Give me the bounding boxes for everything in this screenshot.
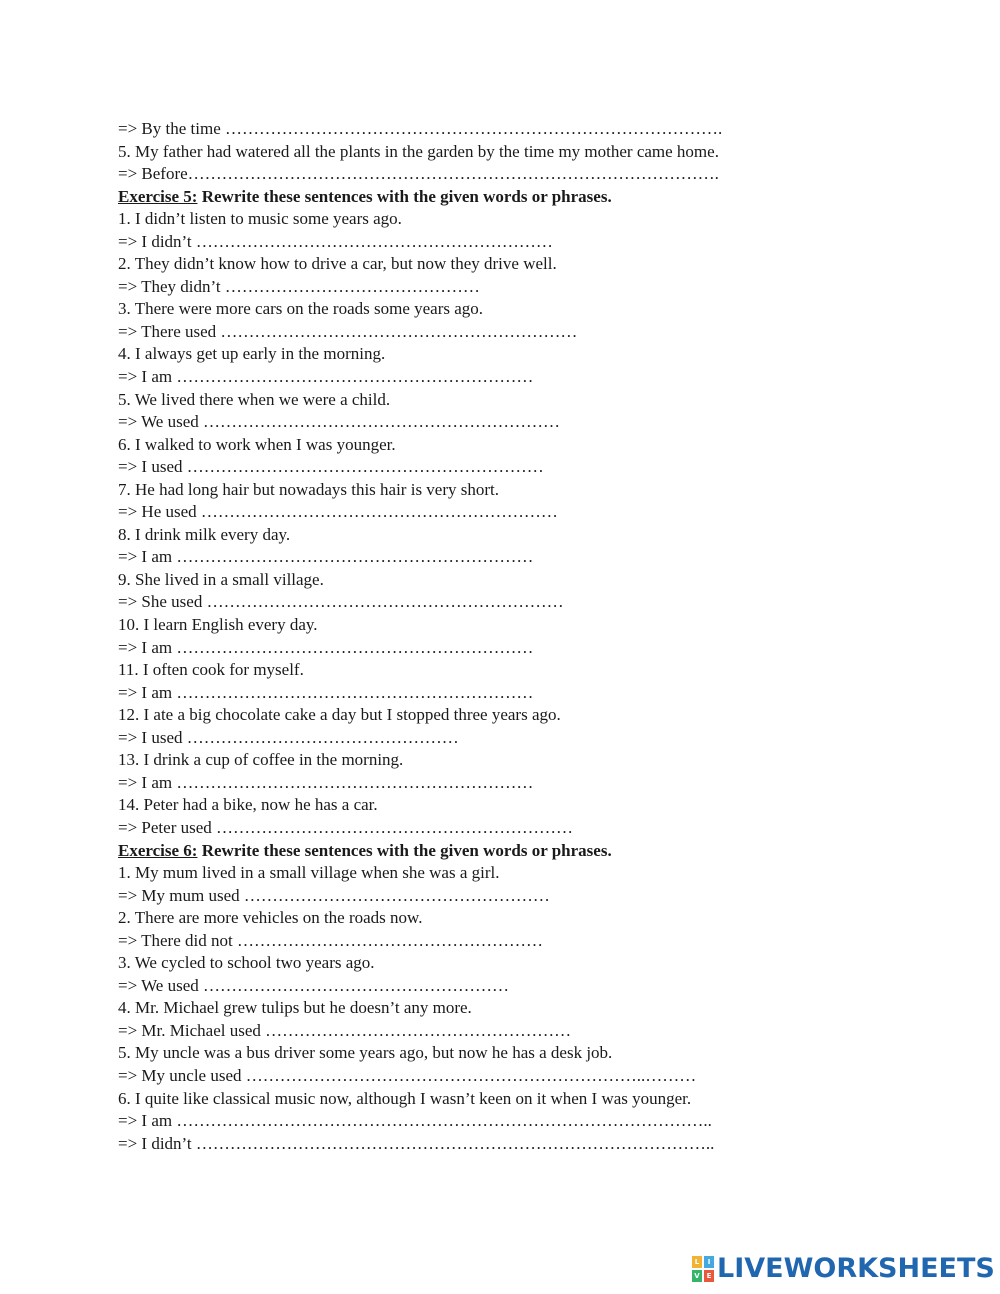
exercise-5-heading (118, 186, 838, 209)
question-line: 5. We lived there when we were a child. (118, 389, 391, 409)
mark-letter: V (692, 1270, 702, 1282)
answer-line[interactable]: => They didn’t ……………………………………… (118, 276, 480, 296)
question-line: 10. I learn English every day. (118, 615, 318, 635)
exercise-6-heading (118, 840, 838, 863)
question-line: 11. I often cook for myself. (118, 660, 304, 680)
question-line: 2. There are more vehicles on the roads now. (118, 908, 423, 928)
mark-letter: E (704, 1270, 714, 1282)
question-line: 3. There were more cars on the roads some years ago. (118, 299, 484, 319)
question-line: 14. Peter had a bike, now he has a car. (118, 795, 378, 815)
question-line: 4. Mr. Michael grew tulips but he doesn’t any more. (118, 998, 472, 1018)
answer-line[interactable]: => I am ………………………………………………………………………………….. (118, 1111, 712, 1131)
exercise-6-instruction: Rewrite these sentences with the given words or phrases. (197, 840, 612, 860)
question-line: 1. I didn’t listen to music some years ago. (118, 209, 402, 229)
liveworksheets-logo (692, 1254, 995, 1284)
question-line: 5. My father had watered all the plants in the garden by the time my mother came home. (118, 141, 719, 161)
answer-line[interactable]: => I used ………………………………………… (118, 727, 459, 747)
answer-line[interactable]: => I am ……………………………………………………… (118, 682, 534, 702)
answer-line[interactable]: => Mr. Michael used ……………………………………………… (118, 1020, 572, 1040)
question-line: 9. She lived in a small village. (118, 569, 324, 589)
answer-line-before[interactable]: => Before…………………………………………………………………………………. (118, 164, 719, 184)
answer-line-by-the-time[interactable]: => By the time ……………………………………………………………………………. (118, 119, 723, 138)
worksheet-page (118, 118, 838, 1155)
answer-line[interactable]: => My mum used ……………………………………………… (118, 885, 550, 905)
answer-line[interactable]: => He used ……………………………………………………… (118, 502, 558, 522)
liveworksheets-mark-icon (692, 1256, 714, 1282)
answer-line[interactable]: => There used ……………………………………………………… (118, 321, 578, 341)
question-line: 4. I always get up early in the morning. (118, 344, 386, 364)
brand-name: LIVEWORKSHEETS (717, 1253, 995, 1284)
answer-line[interactable]: => We used ……………………………………………………… (118, 412, 561, 432)
question-line: 1. My mum lived in a small village when she was a girl. (118, 863, 500, 883)
exercise-6-label: Exercise 6: (118, 840, 198, 860)
question-line: 7. He had long hair but nowadays this hair is very short. (118, 479, 500, 499)
exercise-5-label: Exercise 5: (118, 186, 198, 206)
answer-line[interactable]: => I am ……………………………………………………… (118, 547, 534, 567)
answer-line[interactable]: => Peter used ……………………………………………………… (118, 817, 574, 837)
answer-line[interactable]: => There did not ……………………………………………… (118, 930, 543, 950)
question-line: 2. They didn’t know how to drive a car, but now they drive well. (118, 254, 557, 274)
answer-line[interactable]: => I didn’t ……………………………………………………………………………….. (118, 1133, 715, 1153)
answer-line[interactable]: => My uncle used ……………………………………………………………..……… (118, 1065, 697, 1085)
answer-line[interactable]: => I didn’t ……………………………………………………… (118, 231, 553, 251)
mark-letter: I (704, 1256, 714, 1268)
question-line: 6. I quite like classical music now, although I wasn’t keen on it when I was younger. (118, 1088, 692, 1108)
question-line: 3. We cycled to school two years ago. (118, 953, 375, 973)
question-line: 13. I drink a cup of coffee in the morning. (118, 750, 404, 770)
answer-line[interactable]: => I used ……………………………………………………… (118, 457, 544, 477)
answer-line[interactable]: => I am ……………………………………………………… (118, 772, 534, 792)
question-line: 5. My uncle was a bus driver some years ago, but now he has a desk job. (118, 1043, 613, 1063)
question-line: 12. I ate a big chocolate cake a day but I stopped three years ago. (118, 705, 561, 725)
answer-line[interactable]: => I am ……………………………………………………… (118, 637, 534, 657)
answer-line[interactable]: => We used ……………………………………………… (118, 975, 510, 995)
question-line: 8. I drink milk every day. (118, 524, 291, 544)
question-line: 6. I walked to work when I was younger. (118, 434, 396, 454)
answer-line[interactable]: => I am ……………………………………………………… (118, 367, 534, 387)
exercise-5-instruction: Rewrite these sentences with the given words or phrases. (197, 186, 612, 206)
mark-letter: L (692, 1256, 702, 1268)
answer-line[interactable]: => She used ……………………………………………………… (118, 592, 564, 612)
